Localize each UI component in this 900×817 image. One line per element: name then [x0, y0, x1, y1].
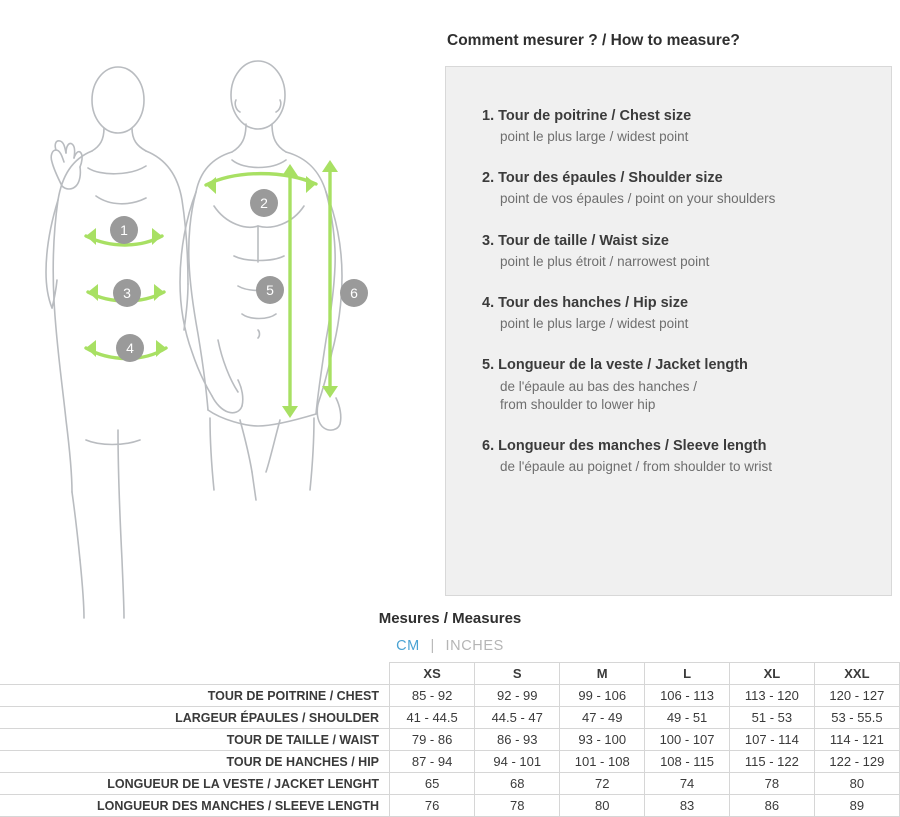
measure-item-description — [482, 190, 863, 208]
measure-item-jacket-length — [482, 356, 863, 414]
measure-item-description — [482, 253, 863, 271]
table-header-xxl: XXL — [814, 663, 899, 685]
row-label-sleeve-length: LONGUEUR DES MANCHES / SLEEVE LENGTH — [0, 795, 390, 817]
measure-item-shoulder — [482, 169, 863, 208]
cell-sleeve-l: 83 — [645, 795, 730, 817]
cell-hip-xs: 87 - 94 — [390, 751, 475, 773]
unit-option-inches[interactable]: INCHES — [445, 638, 504, 654]
diagram-marker-6 — [340, 279, 368, 307]
measure-item-number: 1. — [482, 108, 495, 124]
measure-item-description-line: de l'épaule au poignet / from shoulder to wrist — [500, 459, 772, 475]
cell-jacket-s: 68 — [475, 773, 560, 795]
measure-item-heading — [482, 356, 863, 374]
measure-item-heading — [482, 169, 863, 187]
measure-item-title: Tour de poitrine / Chest size — [498, 108, 692, 124]
cell-chest-xxl: 120 - 127 — [814, 685, 899, 707]
table-corner-cell — [0, 663, 390, 685]
measure-item-description-line: point le plus étroit / narrowest point — [500, 253, 710, 269]
measure-item-title: Longueur des manches / Sleeve length — [498, 437, 767, 454]
svg-text:1: 1 — [120, 222, 128, 238]
diagram-marker-5 — [256, 276, 284, 304]
measure-item-title: Tour de taille / Waist size — [498, 232, 669, 249]
cell-sleeve-xl: 86 — [729, 795, 814, 817]
cell-shoulder-l: 49 - 51 — [645, 707, 730, 729]
table-row — [0, 773, 900, 795]
diagram-marker-2 — [250, 189, 278, 217]
table-row — [0, 685, 900, 707]
cell-jacket-l: 74 — [645, 773, 730, 795]
unit-separator: | — [430, 638, 435, 654]
how-to-measure-box — [445, 66, 892, 596]
measure-item-number: 5. — [482, 357, 495, 374]
measure-item-number: 6. — [482, 437, 495, 454]
cell-waist-l: 100 - 107 — [645, 729, 730, 751]
cell-waist-xl: 107 - 114 — [729, 729, 814, 751]
table-header-s: S — [475, 663, 560, 685]
row-label-chest: TOUR DE POITRINE / CHEST — [0, 685, 390, 707]
cell-sleeve-m: 80 — [560, 795, 645, 817]
body-measurement-diagram — [0, 0, 440, 620]
measure-item-description-line: point de vos épaules / point on your shoulders — [500, 191, 776, 207]
table-header-xs: XS — [390, 663, 475, 685]
table-row — [0, 729, 900, 751]
measure-item-description-line: de l'épaule au bas des hanches / — [500, 378, 697, 394]
cell-shoulder-xxl: 53 - 55.5 — [814, 707, 899, 729]
measure-item-chest — [482, 107, 863, 146]
cell-jacket-xs: 65 — [390, 773, 475, 795]
cell-chest-s: 92 - 99 — [475, 685, 560, 707]
svg-text:3: 3 — [123, 285, 131, 301]
measure-item-description — [482, 128, 863, 146]
cell-chest-m: 99 - 106 — [560, 685, 645, 707]
how-to-measure-panel — [445, 32, 895, 596]
size-table-head — [0, 663, 900, 685]
measure-item-description — [482, 458, 863, 476]
measure-item-title: Tour des épaules / Shoulder size — [498, 170, 723, 187]
svg-text:6: 6 — [350, 285, 358, 301]
measure-item-hip — [482, 294, 863, 333]
cell-sleeve-s: 78 — [475, 795, 560, 817]
measure-item-heading — [482, 107, 863, 125]
cell-shoulder-xl: 51 - 53 — [729, 707, 814, 729]
measure-item-title: Tour des hanches / Hip size — [498, 295, 689, 312]
unit-toggle[interactable] — [0, 638, 900, 654]
cell-hip-l: 108 - 115 — [645, 751, 730, 773]
table-row — [0, 795, 900, 817]
measure-item-number: 2. — [482, 170, 495, 187]
cell-waist-xxl: 114 - 121 — [814, 729, 899, 751]
diagram-marker-1 — [110, 216, 138, 244]
cell-chest-xl: 113 - 120 — [729, 685, 814, 707]
cell-waist-s: 86 - 93 — [475, 729, 560, 751]
table-header-l: L — [645, 663, 730, 685]
cell-hip-m: 101 - 108 — [560, 751, 645, 773]
measure-item-heading — [482, 294, 863, 312]
table-row — [0, 751, 900, 773]
row-label-jacket-length: LONGUEUR DE LA VESTE / JACKET LENGHT — [0, 773, 390, 795]
cell-sleeve-xxl: 89 — [814, 795, 899, 817]
row-label-shoulder: LARGEUR ÉPAULES / SHOULDER — [0, 707, 390, 729]
cell-waist-xs: 79 - 86 — [390, 729, 475, 751]
measure-item-description-line: point le plus large / widest point — [500, 316, 689, 332]
cell-jacket-m: 72 — [560, 773, 645, 795]
cell-shoulder-m: 47 - 49 — [560, 707, 645, 729]
measure-item-description — [482, 315, 863, 333]
cell-jacket-xxl: 80 — [814, 773, 899, 795]
measure-item-heading — [482, 437, 863, 455]
diagram-marker-4 — [116, 334, 144, 362]
svg-text:2: 2 — [260, 195, 268, 211]
diagram-marker-3 — [113, 279, 141, 307]
size-table-body — [0, 685, 900, 817]
table-header-xl: XL — [729, 663, 814, 685]
cell-chest-xs: 85 - 92 — [390, 685, 475, 707]
cell-sleeve-xs: 76 — [390, 795, 475, 817]
svg-text:5: 5 — [266, 282, 274, 298]
measure-item-number: 4. — [482, 295, 495, 312]
row-label-hip: TOUR DE HANCHES / HIP — [0, 751, 390, 773]
measure-item-description-line: point le plus large / widest point — [500, 129, 689, 145]
how-to-measure-title: Comment mesurer ? / How to measure? — [447, 32, 740, 49]
cell-chest-l: 106 - 113 — [645, 685, 730, 707]
cell-hip-xxl: 122 - 129 — [814, 751, 899, 773]
cell-jacket-xl: 78 — [729, 773, 814, 795]
table-header-row — [0, 663, 900, 685]
cell-hip-xl: 115 - 122 — [729, 751, 814, 773]
measure-item-heading — [482, 232, 863, 250]
cell-shoulder-s: 44.5 - 47 — [475, 707, 560, 729]
unit-option-cm[interactable]: CM — [396, 638, 420, 654]
cell-shoulder-xs: 41 - 44.5 — [390, 707, 475, 729]
measure-item-description — [482, 378, 863, 414]
cell-waist-m: 93 - 100 — [560, 729, 645, 751]
row-label-waist: TOUR DE TAILLE / WAIST — [0, 729, 390, 751]
measure-item-number: 3. — [482, 232, 495, 249]
figure-svg — [0, 0, 440, 620]
table-row — [0, 707, 900, 729]
measure-item-sleeve-length — [482, 437, 863, 476]
table-header-m: M — [560, 663, 645, 685]
measure-item-description-line: from shoulder to lower hip — [500, 396, 656, 412]
size-table — [0, 662, 900, 817]
measure-item-waist — [482, 232, 863, 271]
measure-item-title: Longueur de la veste / Jacket length — [498, 357, 748, 374]
cell-hip-s: 94 - 101 — [475, 751, 560, 773]
measures-title: Mesures / Measures — [378, 610, 522, 627]
svg-text:4: 4 — [126, 340, 134, 356]
